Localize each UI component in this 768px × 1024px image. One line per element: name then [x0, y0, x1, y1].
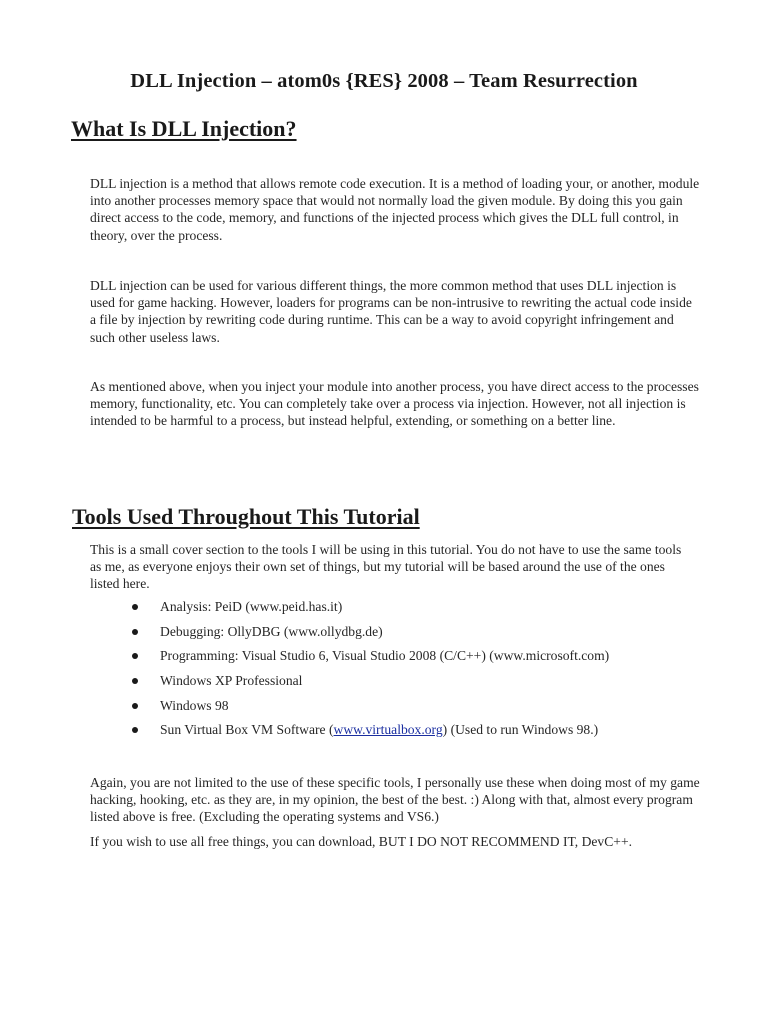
bullet-icon — [132, 727, 138, 733]
tool-programming: Programming: Visual Studio 6, Visual Studio 2008 (C/C++) (www.microsoft.com) — [160, 648, 610, 664]
bullet-icon — [132, 678, 138, 684]
bullet-icon — [132, 703, 138, 709]
tool-debugging: Debugging: OllyDBG (www.ollydbg.de) — [160, 623, 383, 639]
list-item — [132, 671, 609, 696]
tool-analysis: Analysis: PeiD (www.peid.has.it) — [160, 599, 343, 614]
bullet-icon — [132, 629, 138, 635]
list-item — [132, 696, 609, 721]
paragraph-access: As mentioned above, when you inject your module into another process, you have direct access to the processes memory, functionality, etc. You can completely take over a process via injection. However, not all injection is intended to be harmful to a process, but instead helpful, extending, or something on a better line. — [90, 379, 699, 429]
bullet-icon — [132, 653, 138, 659]
list-item — [132, 646, 609, 671]
tools-list — [132, 597, 609, 745]
tool-virtualbox-suffix: ) (Used to run Windows 98.) — [442, 722, 599, 738]
paragraph-definition: DLL injection is a method that allows remote code execution. It is a method of loading your, or another, module into another processes memory space that would not normally load the given module. By doing this you gain direct access to the code, memory, and functions of the injected process which gives the DLL full control, in theory, over the process. — [90, 176, 700, 243]
section-heading-what-is-dll-injection: What Is DLL Injection? — [71, 116, 297, 141]
list-item — [132, 597, 609, 622]
list-item — [132, 622, 609, 647]
list-item — [132, 720, 609, 745]
document-title: DLL Injection – atom0s {RES} 2008 – Team Resurrection — [130, 70, 638, 92]
paragraph-free-tools: If you wish to use all free things, you can download, BUT I DO NOT RECOMMEND IT, DevC++. — [90, 834, 633, 849]
tool-virtualbox-prefix: Sun Virtual Box VM Software ( — [160, 722, 334, 738]
paragraph-uses: DLL injection can be used for various different things, the more common method that uses DLL injection is used for game hacking. However, loaders for programs can be non-intrusive to rewriting the actual code inside a file by injection by rewriting code during runtime. This can be a way to avoid copyright infringement and such other useless laws. — [90, 278, 692, 345]
tool-windows-xp: Windows XP Professional — [160, 673, 303, 689]
tool-windows-98: Windows 98 — [160, 697, 229, 713]
virtualbox-link[interactable]: www.virtualbox.org — [333, 722, 443, 738]
bullet-icon — [132, 604, 138, 610]
section-heading-tools: Tools Used Throughout This Tutorial — [72, 504, 420, 529]
paragraph-closing: Again, you are not limited to the use of these specific tools, I personally use these when doing most of my game hacking, hooking, etc. as they are, in my opinion, the best of the best. :) Along with that, almost every program listed above is free. (Excluding the operating systems and VS6.) — [90, 775, 700, 825]
paragraph-tools-intro: This is a small cover section to the tools I will be using in this tutorial. You do not have to use the same tools as me, as everyone enjoys their own set of things, but my tutorial will be based around the use of the ones listed here. — [90, 542, 682, 592]
